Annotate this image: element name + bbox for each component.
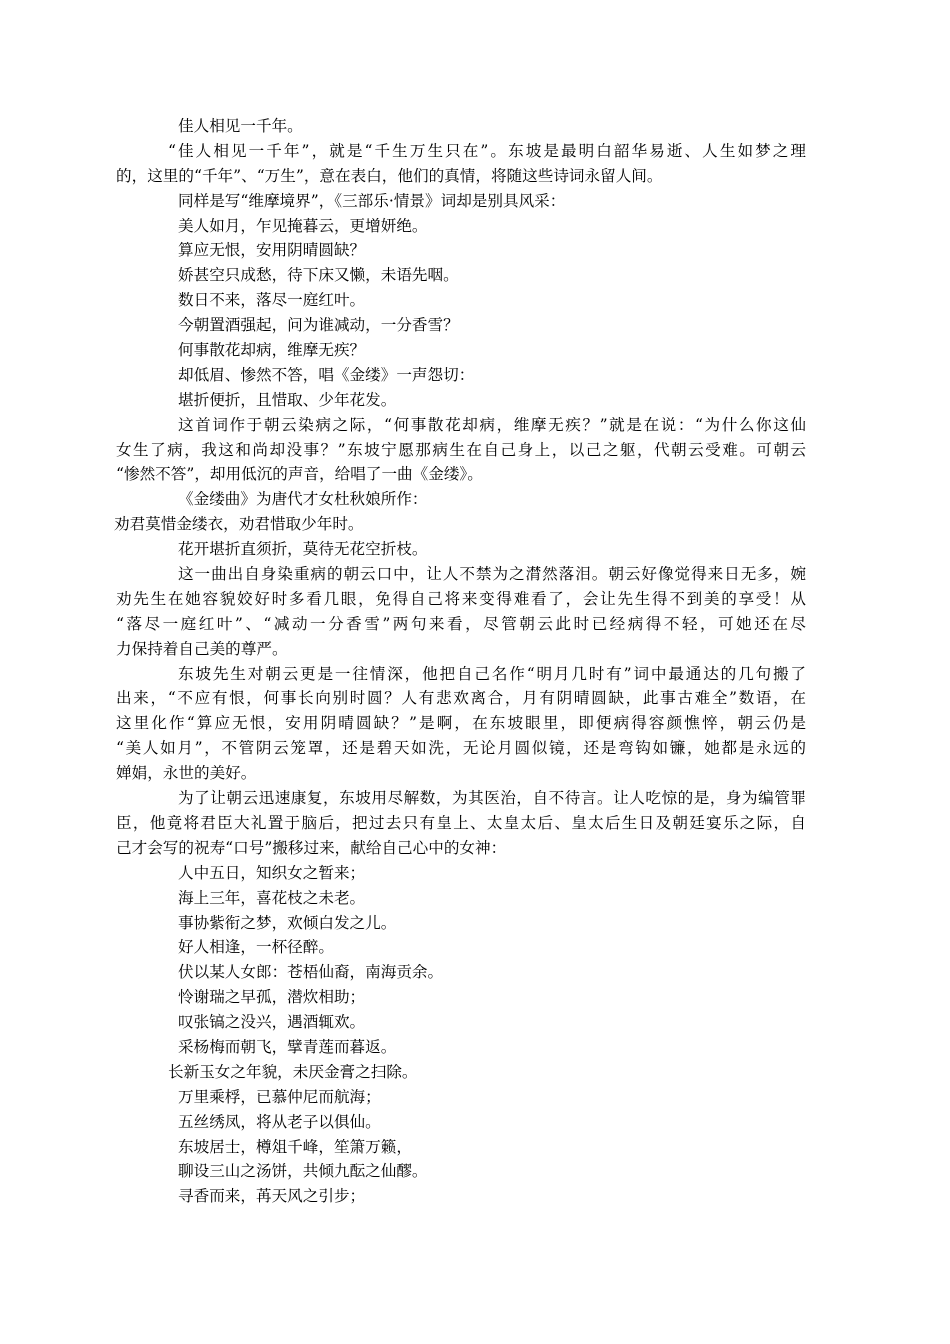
text-line: 东坡居士，樽俎千峰，笙箫万籁，	[178, 1137, 412, 1156]
text-line: 婵娟，永世的美好。	[116, 764, 257, 783]
text-line: 好人相逢，一杯径醉。	[178, 938, 334, 957]
text-line: 出来，“不应有恨，何事长向别时圆？人有悲欢离合，月有阴晴圆缺，此事古难全”数语，在	[116, 689, 806, 708]
text-line: 数日不来，落尽一庭红叶。	[178, 291, 366, 310]
text-line: 同样是写“维摩境界”，《三部乐·情景》词却是别具风采：	[178, 191, 566, 210]
text-line: 佳人相见一千年。	[178, 117, 303, 135]
text-line: 五丝绣凤，将从老子以俱仙。	[178, 1112, 381, 1131]
text-line: 堪折便折，且惜取、少年花发。	[178, 390, 397, 409]
text-line: 女生了病，我这和尚却没事？”东坡宁愿那病生在自己身上，以己之躯，代朝云受难。可朝云	[116, 440, 806, 459]
text-line: 的，这里的“千年”、“万生”，意在表白，他们的真情，将随这些诗词永留人间。	[116, 166, 663, 185]
text-line: 今朝置酒强起，问为谁减动，一分香雪？	[178, 316, 459, 335]
text-line: 这一曲出自身染重病的朝云口中，让人不禁为之潸然落泪。朝云好像觉得来日无多，婉	[178, 565, 806, 584]
text-line: 这里化作“算应无恨，安用阴晴圆缺？”是啊，在东坡眼里，即便病得容颜憔悴，朝云仍是	[116, 714, 806, 733]
text-line: 为了让朝云迅速康复，东坡用尽解数，为其医治，自不待言。让人吃惊的是，身为编管罪	[178, 789, 806, 808]
text-line: 何事散花却病，维摩无疾？	[178, 341, 366, 360]
text-line: “落尽一庭红叶”、“减动一分香雪”两句来看，尽管朝云此时已经病得不轻，可她还在尽	[116, 614, 806, 633]
text-line: 聊设三山之汤饼，共倾九酝之仙醪。	[178, 1162, 428, 1181]
text-line: 长新玉女之年貌，未厌金膏之扫除。	[168, 1062, 418, 1081]
text-line: 叹张镐之没兴，遇酒辄欢。	[178, 1013, 366, 1032]
text-line: “佳人相见一千年”，就是“千生万生只在”。东坡是最明白韶华易逝、人生如梦之理	[168, 141, 806, 160]
text-line: 事协紫衔之梦，欢倾白发之儿。	[178, 913, 397, 932]
text-line: 臣，他竟将君臣大礼置于脑后，把过去只有皇上、太皇太后、皇太后生日及朝廷宴乐之际，自	[116, 813, 806, 832]
text-line: 《金缕曲》为唐代才女杜秋娘所作：	[178, 490, 428, 509]
text-line: 寻香而来，苒天风之引步；	[178, 1187, 366, 1206]
text-line: “美人如月”，不管阴云笼罩，还是碧天如洗，无论月圆似镜，还是弯钩如镰，她都是永远的	[116, 739, 806, 758]
text-line: 这首词作于朝云染病之际，“何事散花却病，维摩无疾？”就是在说：“为什么你这仙	[178, 415, 806, 434]
text-line: 怜谢瑞之早孤，潜炊相助；	[178, 988, 366, 1007]
text-line: 伏以某人女郎：苍梧仙裔，南海贡余。	[178, 963, 444, 982]
text-line: 海上三年，喜花枝之未老。	[178, 888, 366, 907]
text-line: 劝君莫惜金缕衣，劝君惜取少年时。	[114, 515, 364, 534]
text-line: 花开堪折直须折，莫待无花空折枝。	[178, 540, 428, 559]
text-line: 美人如月，乍见掩暮云，更增妍绝。	[178, 216, 428, 235]
text-line: 万里乘桴，已慕仲尼而航海；	[178, 1087, 381, 1106]
text-line: “惨然不答”，却用低沉的声音，给唱了一曲《金缕》。	[116, 465, 483, 484]
text-line: 力保持着自己美的尊严。	[116, 639, 288, 658]
text-line: 己才会写的祝寿“口号”搬移过来，献给自己心中的女神：	[116, 838, 507, 857]
text-line: 人中五日，知织女之暂来；	[178, 863, 366, 882]
document-page	[114, 114, 806, 1209]
text-line: 却低眉、惨然不答，唱《金缕》一声怨切：	[178, 365, 475, 384]
text-line: 娇甚空只成愁，待下床又懒，未语先咽。	[178, 266, 459, 285]
text-line: 采杨梅而朝飞，擘青莲而暮返。	[178, 1037, 397, 1056]
text-line: 劝先生在她容貌姣好时多看几眼，免得自己将来变得难看了，会让先生得不到美的享受！从	[116, 589, 806, 608]
text-line: 算应无恨，安用阴晴圆缺？	[178, 241, 366, 260]
text-line: 东坡先生对朝云更是一往情深，他把自己名作“明月几时有”词中最通达的几句搬了	[178, 664, 806, 683]
